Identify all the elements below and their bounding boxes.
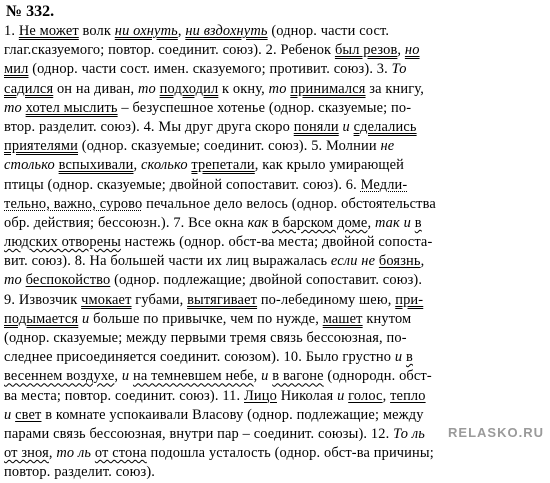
text-segment: и <box>394 349 403 366</box>
text-line <box>4 99 544 118</box>
text-segment: то <box>4 272 22 289</box>
text-segment: настежь (однор. обст-ва места; двойной сопоста- <box>120 234 433 251</box>
text-segment: (однор. сказуемые; между первыми тремя связь бессоюзная, по- <box>4 330 407 346</box>
text-segment: , <box>253 368 262 385</box>
text-segment: голос <box>348 387 383 404</box>
text-segment: подходил <box>159 80 219 97</box>
text-line <box>4 252 544 271</box>
text-segment: ни охнуть <box>114 23 178 39</box>
text-segment: сделались <box>353 118 417 135</box>
text-segment: следнее присоединяется соединит. союзом). 10. Было грустно <box>4 349 395 366</box>
text-segment: и <box>342 118 350 135</box>
text-segment: тепло <box>390 387 426 404</box>
text-segment: так <box>374 214 400 231</box>
text-segment: , <box>48 445 57 462</box>
text-line <box>4 41 544 60</box>
exercise-number: № 332. <box>6 3 55 20</box>
text-segment: , <box>133 157 141 174</box>
text-segment: поняли <box>293 118 339 135</box>
text-segment: ни вздохнуть <box>185 23 268 39</box>
text-line <box>4 176 544 195</box>
text-line <box>4 271 544 290</box>
text-segment: в комнате успокаивали Власову (однор. подлежащие; между <box>41 406 424 423</box>
text-segment: от стона <box>94 445 147 462</box>
text-segment: сколько <box>141 157 188 174</box>
text-segment: столько <box>4 157 55 174</box>
text-segment: свет <box>15 406 42 423</box>
text-segment: тельно, важно, сурово <box>4 195 143 212</box>
text-segment: в <box>414 214 422 231</box>
text-line <box>4 233 544 252</box>
text-segment: (однор. подлежащие; двойной сопоставит. союз). <box>110 272 423 289</box>
text-line <box>4 22 544 41</box>
text-segment: , <box>420 253 425 270</box>
text-segment: и <box>121 368 130 385</box>
text-segment: – безуспешное хотенье (однор. сказуемые; по- <box>117 99 412 116</box>
text-segment: подымается <box>4 310 79 327</box>
text-line <box>4 348 544 367</box>
text-segment: трепетали <box>191 157 255 174</box>
text-line <box>4 60 544 79</box>
text-segment: 9. Извозчик <box>4 291 82 308</box>
text-segment: втор. разделит. союз). 4. Мы друг друга скоро <box>4 118 294 135</box>
text-segment: на темневшем небе <box>132 368 254 385</box>
text-line <box>4 387 544 406</box>
text-segment: как <box>247 214 269 231</box>
text-segment: печальное дело велось (однор. обстоятельства <box>142 195 436 212</box>
text-segment: при- <box>395 291 424 308</box>
text-segment: и <box>261 368 269 385</box>
text-line <box>4 214 544 233</box>
text-line <box>4 195 544 214</box>
text-line <box>4 367 544 386</box>
text-segment: Николая <box>276 387 338 404</box>
text-segment: но <box>404 42 420 59</box>
text-segment: (однор. части сост. имен. сказуемого; противит. союз). 3. <box>28 61 392 78</box>
text-segment: боязнь <box>378 253 421 270</box>
text-segment: больше по привычке, чем по нужде, <box>89 310 323 327</box>
text-segment: обр. действия; бессоюзн.). 7. Все окна <box>4 214 248 231</box>
text-segment: в вагоне <box>272 368 324 385</box>
exercise-answer-text <box>4 22 544 483</box>
text-segment: то <box>138 80 156 97</box>
text-segment: вспыхивали <box>58 157 134 174</box>
text-segment: Лицо <box>244 387 277 404</box>
text-segment: подошла усталость (однор. обст-ва причины; <box>146 445 434 462</box>
text-line <box>4 444 544 463</box>
text-segment: , <box>177 23 186 39</box>
text-segment: , <box>397 42 405 59</box>
text-segment: в барском доме <box>272 214 368 231</box>
text-segment: вытягивает <box>187 291 258 308</box>
text-segment: губами, <box>131 291 188 308</box>
text-segment: глаг.сказуемого; повтор. соединит. союз). 2. Ребенок <box>4 42 335 59</box>
text-segment: то ль <box>56 445 92 462</box>
text-line <box>4 406 544 425</box>
text-segment: Не может <box>18 23 79 39</box>
text-segment: птицы (однор. сказуемые; двойной сопоставит. союз). 6. <box>4 176 361 193</box>
text-segment: и <box>337 387 345 404</box>
text-segment: (однор. части сост. <box>267 23 390 39</box>
text-segment: (однор. сказуемые; соединит. союз). 5. Молнии <box>78 138 381 155</box>
text-line <box>4 137 544 156</box>
text-segment: то <box>268 80 287 97</box>
text-segment: к окну, <box>218 80 269 97</box>
text-line <box>4 291 544 310</box>
text-segment: парами связь бессоюзная, внутри пар – соединит. союзы). 12. <box>4 425 394 442</box>
text-segment: (однородн. обст- <box>323 368 432 385</box>
text-segment: , как крыло умирающей <box>254 157 405 174</box>
text-segment: , <box>367 214 375 231</box>
text-segment: и <box>4 406 12 423</box>
text-segment: за книгу, <box>365 80 424 97</box>
text-segment: принимался <box>290 80 366 97</box>
text-line <box>4 156 544 175</box>
text-segment: если не <box>330 253 376 270</box>
text-segment: , <box>114 368 122 385</box>
text-segment: в <box>405 349 413 366</box>
text-line <box>4 310 544 329</box>
text-segment: То ль <box>393 425 425 442</box>
text-segment: и <box>81 310 90 327</box>
text-segment: от зноя <box>4 445 49 462</box>
text-segment: , <box>382 387 391 404</box>
text-segment: беспокойство <box>25 272 111 289</box>
text-segment: весеннем воздухе <box>4 368 115 385</box>
exercise-page <box>4 3 544 483</box>
text-segment: садился <box>4 80 54 97</box>
text-line <box>4 80 544 99</box>
text-segment: не <box>380 138 395 155</box>
text-segment: кнутом <box>362 310 412 327</box>
watermark: RELASKO.RU <box>448 425 544 440</box>
text-segment: повтор. разделит. союз). <box>4 464 156 481</box>
text-segment: волк <box>78 23 115 39</box>
text-segment: был резов <box>334 42 398 59</box>
text-segment: мил <box>4 61 29 78</box>
text-segment: и <box>403 214 412 231</box>
text-segment: То <box>391 61 407 78</box>
text-segment: Медли- <box>360 176 408 193</box>
text-segment: то <box>4 99 22 116</box>
text-segment: хотел мыслить <box>25 99 118 116</box>
text-segment: 1. <box>4 23 19 39</box>
text-segment: машет <box>322 310 363 327</box>
text-segment: приятелями <box>4 138 79 155</box>
text-segment: чмокает <box>81 291 132 308</box>
text-segment: людских отворены <box>4 234 121 251</box>
text-segment: по-лебединому шею, <box>257 291 396 308</box>
text-segment: ва места; повтор. соединит. союз). 11. <box>4 387 244 404</box>
text-segment: вит. союз). 8. На большей части их лиц выражалась <box>4 253 331 270</box>
text-line <box>4 463 544 482</box>
text-line <box>4 329 544 348</box>
text-line <box>4 118 544 137</box>
text-segment: он на диван, <box>53 80 139 97</box>
